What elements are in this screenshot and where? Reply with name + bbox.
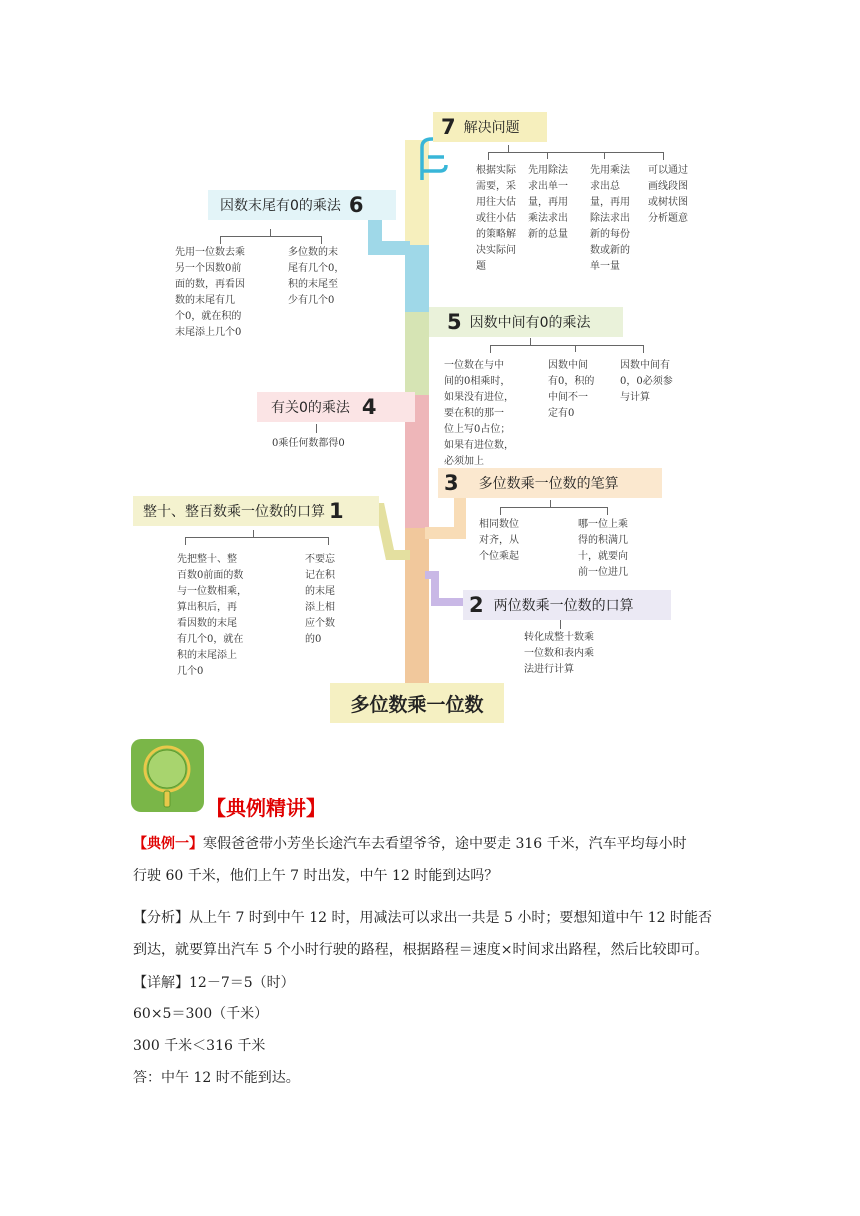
detail-line-3: 300 千米＜316 千米 — [133, 1038, 266, 1054]
analysis-line-2: 到达，就要算出汽车 5 个小时行驶的路程，根据路程＝速度×时间求出路程，然后比较即可。 — [133, 942, 709, 958]
branch-1-note-2: 不要忘 记在积 的末尾 添上相 应个数 的0 — [305, 554, 335, 645]
detail-label: 【详解】 — [133, 975, 189, 991]
branch-4-note-1: 0乘任何数都得0 — [272, 438, 345, 449]
branch-2-note-1: 转化成整十数乘 一位数和表内乘 法进行计算 — [524, 632, 594, 675]
branch-5-note-2: 因数中间 有0，积的 中间不一 定有0 — [548, 360, 595, 419]
section-title: 【典例精讲】 — [206, 796, 326, 820]
branch-1-bracket — [185, 537, 329, 545]
branch-7-connector — [410, 135, 470, 185]
branch-6-header: 因数末尾有0的乘法 6 — [208, 190, 396, 220]
branch-7-header: 7 解决问题 — [433, 112, 547, 142]
branch-6-note-2: 多位数的末 尾有几个0， 积的末尾至 少有几个0 — [288, 247, 345, 306]
branch-7-note-2: 先用除法求出单一量，再用乘法求出新的总量 — [528, 165, 568, 240]
branch-3-bracket — [500, 507, 608, 515]
branch-1-note-1: 先把整十、整 百数0前面的数 与一位数相乘， 算出积后，再 看因数的末尾 有几个0，就在 积的末尾添上 几个0 — [177, 554, 247, 677]
branch-6-note-1: 先用一位数去乘 另一个因数0前 面的数，再看因 数的末尾有几 个0，就在积的 末尾添上几个0 — [175, 247, 245, 338]
branch-7-bracket — [488, 152, 664, 160]
branch-5-note-1: 一位数在与中 间的0相乘时， 如果没有进位， 要在积的那一 位上写0占位； 如果有进位数， 必须加上 — [444, 360, 514, 467]
magnifier-icon — [131, 739, 204, 812]
branch-3-note-2: 哪一位上乘 得的积满几 十，就要向 前一位进几 — [578, 519, 628, 578]
example-label: 【典例一】 — [133, 836, 203, 852]
branch-5-bracket — [490, 345, 644, 353]
example-question-line-1: 【典例一】寒假爸爸带小芳坐长途汽车去看望爷爷，途中要走 316 千米，汽车平均每小时 — [133, 836, 687, 852]
analysis-line-1: 【分析】从上午 7 时到中午 12 时，用减法可以求出一共是 5 小时；要想知道中午 12 时能否 — [133, 910, 713, 926]
root-label: 多位数乘一位数 — [350, 693, 484, 716]
branch-7-note-4: 可以通过画线段图或树状图分析题意 — [648, 165, 688, 224]
magnifier-logo — [131, 739, 204, 812]
root-node — [330, 683, 504, 723]
branch-1-header: 整十、整百数乘一位数的口算 1 — [133, 496, 379, 526]
branch-6-bracket — [220, 236, 322, 244]
branch-7-note-1: 根据实际需要，采用往大估或往小估的策略解决实际问题 — [476, 165, 516, 272]
detail-line-1: 【详解】12－7＝5（时） — [133, 975, 295, 991]
branch-3-note-1: 相同数位 对齐，从 个位乘起 — [479, 519, 519, 562]
detail-line-2: 60×5＝300（千米） — [133, 1006, 269, 1022]
branch-5-header: 5 因数中间有0的乘法 — [429, 307, 623, 337]
branch-5-note-3: 因数中间有 0，0必须参 与计算 — [620, 360, 673, 403]
branch-3-header: 3 多位数乘一位数的笔算 — [438, 468, 662, 498]
trunk-segment-green — [405, 312, 429, 395]
example-question-line-2: 行驶 60 千米，他们上午 7 时出发，中午 12 时能到达吗？ — [133, 868, 499, 884]
answer-line: 答：中午 12 时不能到达。 — [133, 1070, 300, 1086]
branch-7-note-3: 先用乘法求出总量，再用除法求出新的每份数或新的单一量 — [590, 165, 630, 272]
branch-2-header: 2 两位数乘一位数的口算 — [463, 590, 671, 620]
branch-4-header: 有关0的乘法 4 — [257, 392, 415, 422]
